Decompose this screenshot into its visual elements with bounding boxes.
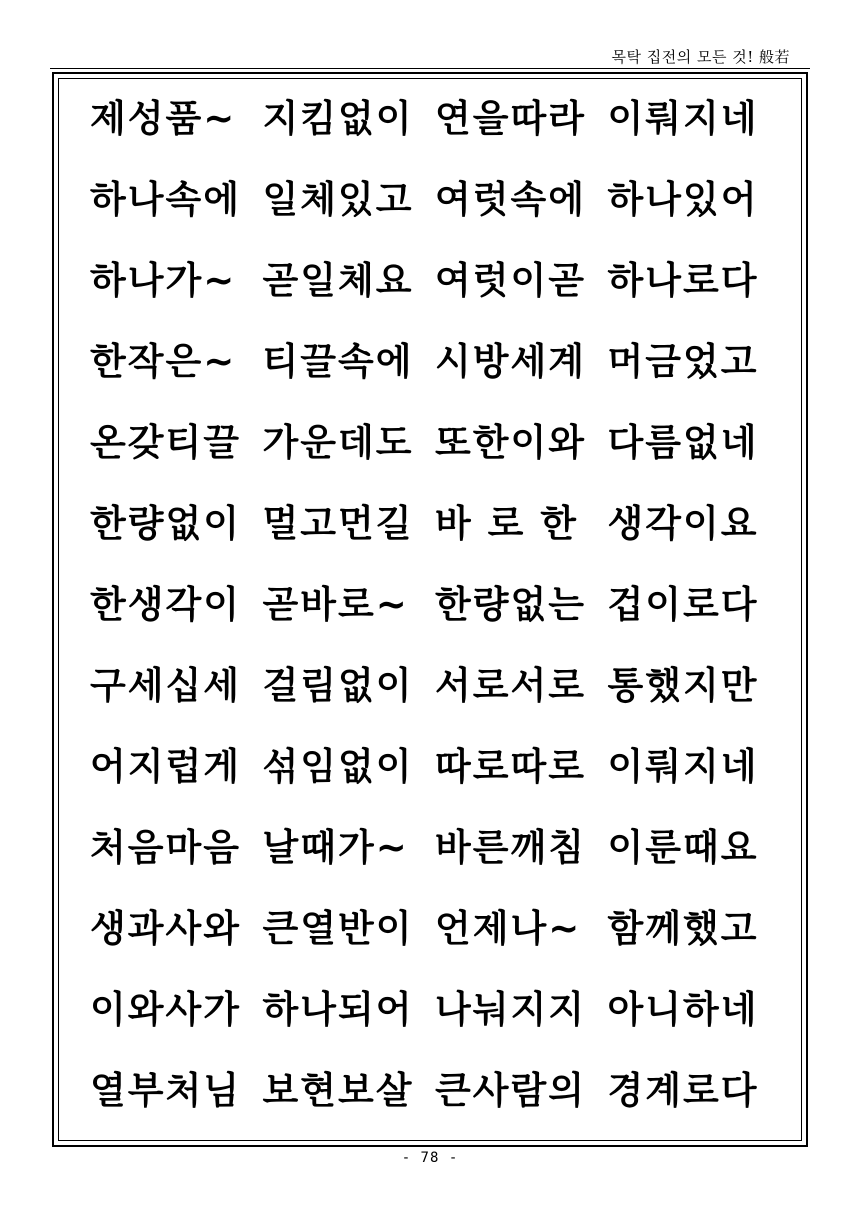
verse-phrase: 곧바로~ — [262, 583, 409, 626]
verse-phrase: 구세십세 — [90, 664, 241, 707]
verse-phrase: 날때가~ — [262, 826, 409, 869]
verse-phrase: 어지럽게 — [90, 745, 241, 788]
verse-phrase: 언제나~ — [435, 907, 582, 950]
verse-phrase: 보현보살 — [262, 1069, 414, 1112]
verse-phrase: 여럿이곧 — [435, 259, 586, 302]
verse-line — [90, 1050, 780, 1131]
verse-phrase: 지킴없이 — [262, 97, 414, 140]
verse-phrase: 시방세계 — [435, 340, 586, 383]
verse-phrase: 이뤄지네 — [607, 745, 759, 788]
verse-phrase: 멀고먼길 — [262, 502, 414, 545]
verse-phrase: 통했지만 — [607, 664, 759, 707]
running-header: 목탁 집전의 모든 것! 般若 — [611, 48, 790, 66]
verse-phrase: 하나속에 — [90, 178, 241, 221]
verse-line — [90, 564, 780, 645]
header-rule — [50, 68, 810, 69]
verse-line — [90, 78, 780, 159]
verse-phrase: 생각이요 — [607, 502, 759, 545]
verse-line — [90, 807, 780, 888]
verse-phrase: 곧일체요 — [262, 259, 414, 302]
verse-phrase: 이뤄지네 — [607, 97, 759, 140]
verse-phrase: 열부처님 — [90, 1069, 241, 1112]
verse-phrase: 바른깨침 — [435, 826, 586, 869]
verse-phrase: 티끌속에 — [262, 340, 414, 383]
verse-phrase: 하나로다 — [607, 259, 759, 302]
verse-line — [90, 402, 780, 483]
page-number: - 78 - — [401, 1150, 459, 1166]
verse-line — [90, 888, 780, 969]
verse-phrase: 여럿속에 — [435, 178, 586, 221]
verse-phrase: 가운데도 — [262, 421, 414, 464]
verse-line — [90, 645, 780, 726]
verse-phrase: 한생각이 — [90, 583, 241, 626]
verse-phrase: 한량없이 — [90, 502, 241, 545]
verse-line — [90, 321, 780, 402]
verse-phrase: 겁이로다 — [607, 583, 759, 626]
verse-phrase: 하나있어 — [607, 178, 759, 221]
verse-phrase: 바 로 한 — [435, 502, 578, 545]
verse-phrase: 다름없네 — [607, 421, 759, 464]
verse-phrase: 큰사람의 — [435, 1069, 586, 1112]
verse-phrase: 또한이와 — [435, 421, 586, 464]
verse-phrase: 나눠지지 — [435, 988, 586, 1031]
verse-line — [90, 159, 780, 240]
verse-phrase: 머금었고 — [607, 340, 759, 383]
verse-phrase: 서로서로 — [435, 664, 586, 707]
verse-phrase: 이와사가 — [90, 988, 241, 1031]
verse-phrase: 이룬때요 — [607, 826, 759, 869]
verse-phrase: 아니하네 — [607, 988, 759, 1031]
verse-phrase: 생과사와 — [90, 907, 241, 950]
verse-phrase: 처음마음 — [90, 826, 241, 869]
verse-line — [90, 483, 780, 564]
verse-line — [90, 969, 780, 1050]
verse-phrase: 제성품~ — [90, 97, 237, 140]
verse-phrase: 섞임없이 — [262, 745, 414, 788]
verse-phrase: 온갖티끌 — [90, 421, 241, 464]
verse-phrase: 연을따라 — [435, 97, 586, 140]
verse-phrase: 따로따로 — [435, 745, 586, 788]
verse-phrase: 하나되어 — [262, 988, 414, 1031]
verse-phrase: 하나가~ — [90, 259, 237, 302]
verse-grid — [90, 78, 780, 1131]
verse-phrase: 큰열반이 — [262, 907, 414, 950]
verse-phrase: 일체있고 — [262, 178, 414, 221]
verse-phrase: 걸림없이 — [262, 664, 414, 707]
verse-phrase: 함께했고 — [607, 907, 759, 950]
verse-phrase: 한작은~ — [90, 340, 237, 383]
verse-line — [90, 726, 780, 807]
verse-line — [90, 240, 780, 321]
verse-phrase: 경계로다 — [607, 1069, 759, 1112]
verse-phrase: 한량없는 — [435, 583, 586, 626]
